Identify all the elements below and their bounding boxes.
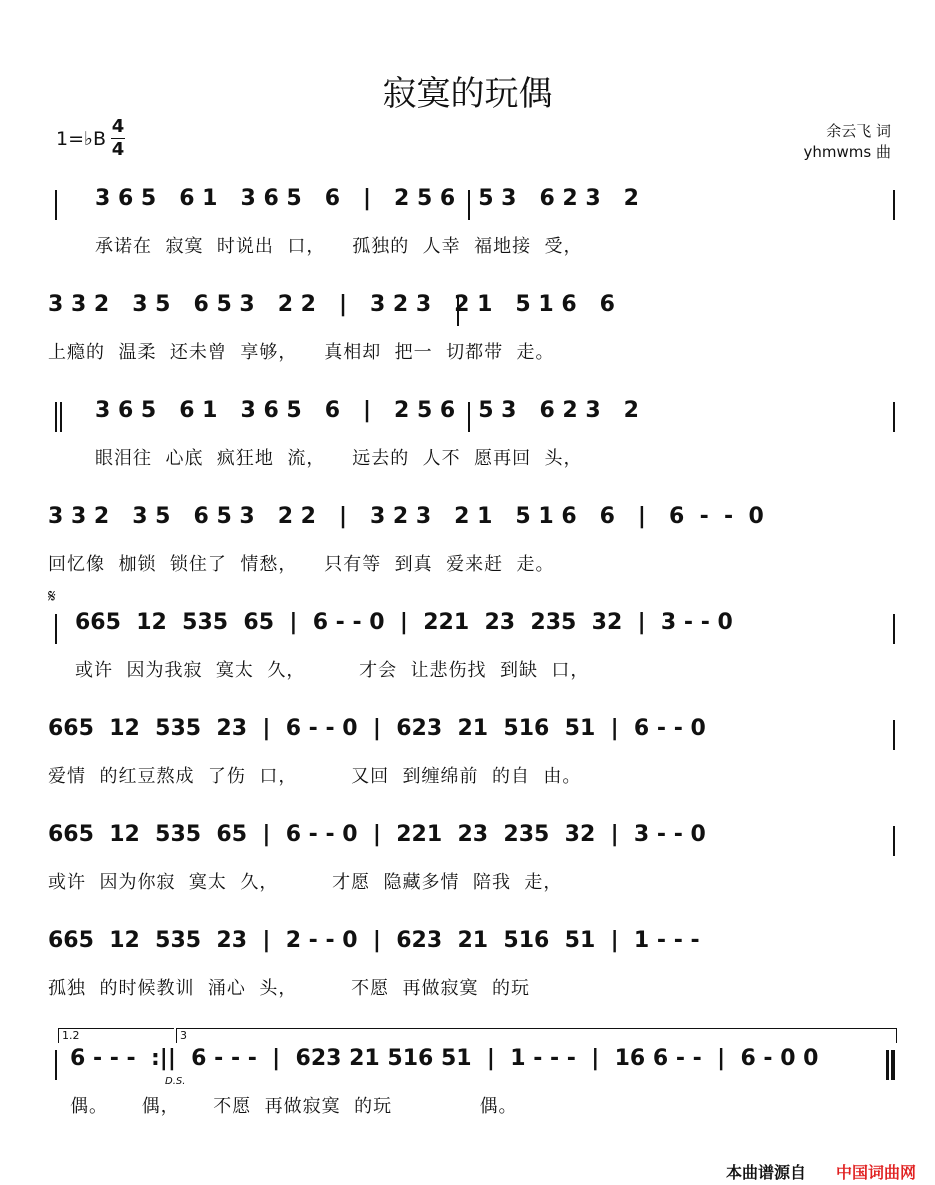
lyrics: 偶。 偶， 不愿 再做寂寞 的玩 偶。: [70, 1096, 518, 1117]
notes: 3 3 2 3 5 6 5 3 2 2 | 3 2 3 2 1 5 1 6 6 | 6 - - 0: [48, 504, 764, 529]
score-row-3: [0, 398, 935, 478]
score-row-7: [0, 822, 935, 902]
time-signature: [110, 116, 126, 161]
lyricist-credit: 余云飞 词: [826, 122, 891, 140]
notes: 3 6 5 6 1 3 6 5 6 | 2 5 6 5 3 6 2 3 2: [95, 186, 639, 211]
volta-3: 3: [176, 1028, 897, 1043]
score-row-8: [0, 928, 935, 1008]
notes: 665 12 535 23 | 2 - - 0 | 623 21 516 51 | 1 - - -: [48, 928, 700, 953]
score-row-9: [0, 1029, 935, 1126]
lyrics: 眼泪往 心底 疯狂地 流， 远去的 人不 愿再回 头，: [95, 448, 583, 469]
footer-source-label: 本曲谱源自: [726, 1163, 807, 1182]
composer-credit: yhmwms 曲: [803, 143, 891, 161]
segno-sign: 𝄋: [48, 586, 56, 607]
song-title: 寂寞的玩偶: [382, 74, 553, 114]
lyrics: 爱情 的红豆熬成 了伤 口， 又回 到缠绵前 的自 由。: [48, 766, 582, 787]
notes: 3 6 5 6 1 3 6 5 6 | 2 5 6 5 3 6 2 3 2: [95, 398, 639, 423]
lyrics: 承诺在 寂寞 时说出 口， 孤独的 人幸 福地接 受，: [95, 236, 583, 257]
volta-1-2: 1.2: [58, 1028, 174, 1043]
lyrics: 或许 因为我寂 寞太 久， 才会 让悲伤找 到缺 口，: [75, 660, 590, 681]
ds-mark: D.S.: [165, 1076, 186, 1087]
lyrics: 上瘾的 温柔 还未曾 享够， 真相却 把一 切都带 走。: [48, 342, 555, 363]
time-top: 4: [111, 116, 125, 137]
notes: 3 3 2 3 5 6 5 3 2 2 | 3 2 3 2 1 5 1 6 6: [48, 292, 615, 317]
time-bottom: 4: [111, 139, 125, 160]
notes: 665 12 535 23 | 6 - - 0 | 623 21 516 51 | 6 - - 0: [48, 716, 706, 741]
notes: 6 - - - :|| 6 - - - | 623 21 516 51 | 1 - - - | 16 6 - - | 6 - 0 0: [70, 1046, 819, 1071]
score-row-1: [0, 186, 935, 266]
key-signature: 1=♭B: [56, 128, 107, 150]
notes: 665 12 535 65 | 6 - - 0 | 221 23 235 32 | 3 - - 0: [75, 610, 733, 635]
footer-site-link[interactable]: 中国词曲网: [836, 1163, 917, 1182]
lyrics: 回忆像 枷锁 锁住了 情愁， 只有等 到真 爱来赶 走。: [48, 554, 555, 575]
score-row-5: [0, 586, 935, 690]
score-row-2: [0, 292, 935, 372]
lyrics: 孤独 的时候教训 涌心 头， 不愿 再做寂寞 的玩: [48, 978, 530, 999]
score-row-4: [0, 504, 935, 584]
notes: 665 12 535 65 | 6 - - 0 | 221 23 235 32 | 3 - - 0: [48, 822, 706, 847]
score-row-6: [0, 716, 935, 796]
lyrics: 或许 因为你寂 寞太 久， 才愿 隐藏多情 陪我 走，: [48, 872, 563, 893]
